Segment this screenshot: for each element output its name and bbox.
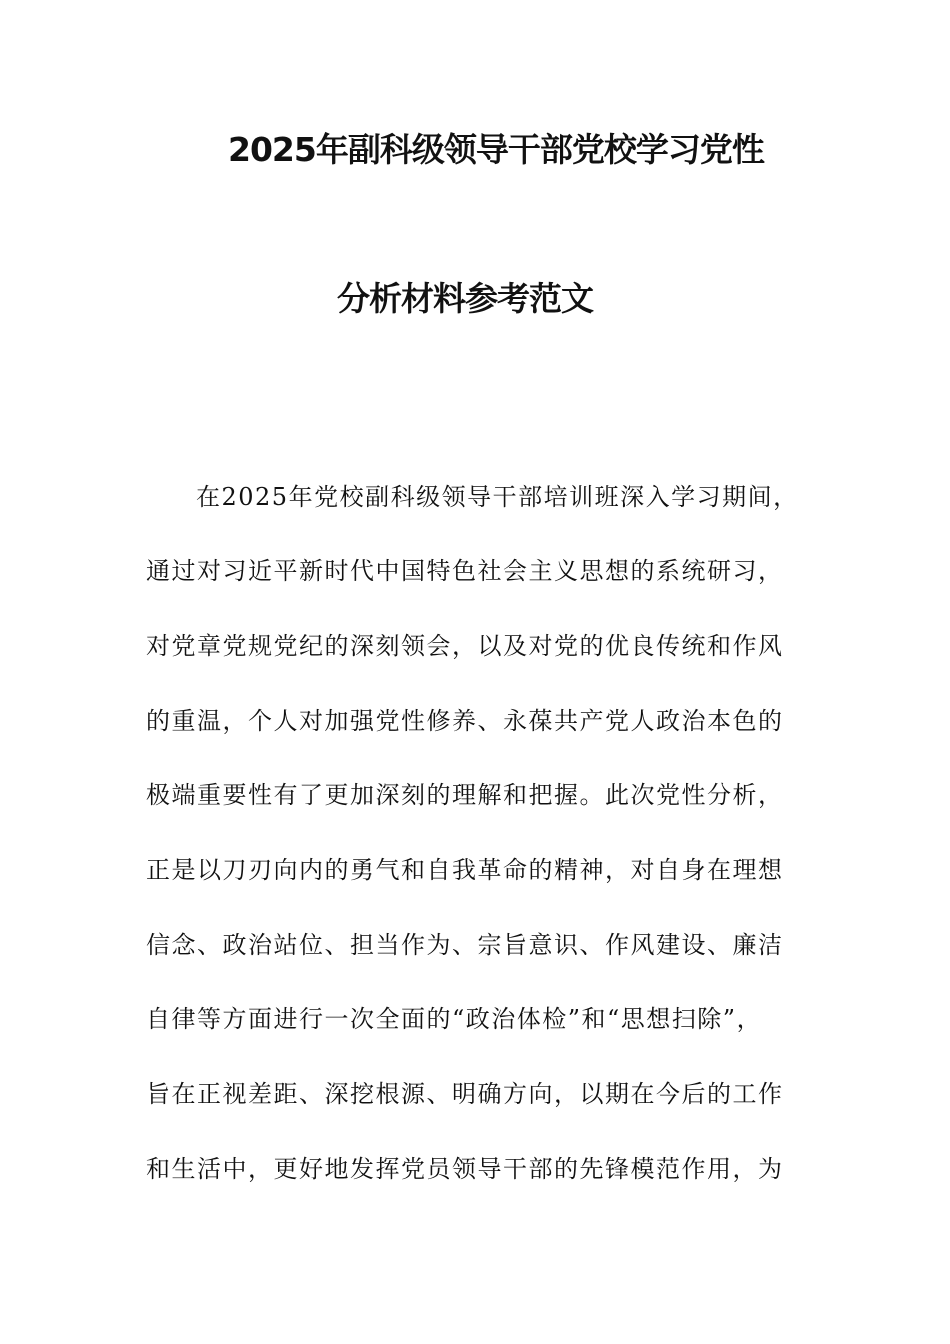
body-line: 正是以刀刃向内的勇气和自我革命的精神，对自身在理想 [146, 856, 784, 884]
body-line: 的重温，个人对加强党性修养、永葆共产党人政治本色的 [146, 707, 784, 735]
body-line: 自律等方面进行一次全面的“政治体检”和“思想扫除”， [146, 1005, 763, 1033]
body-line: 极端重要性有了更加深刻的理解和把握。此次党性分析， [146, 781, 784, 809]
body-line: 和生活中，更好地发挥党员领导干部的先锋模范作用，为 [146, 1155, 784, 1183]
body-line: 对党章党规党纪的深刻领会，以及对党的优良传统和作风 [146, 632, 784, 660]
body-line: 信念、政治站位、担当作为、宗旨意识、作风建设、廉洁 [146, 931, 784, 959]
document-title-line-1: 2025年副科级领导干部党校学习党性 [228, 130, 764, 169]
body-line: 旨在正视差距、深挖根源、明确方向，以期在今后的工作 [146, 1080, 784, 1108]
document-title-line-2: 分析材料参考范文 [337, 279, 593, 318]
body-line: 在2025年党校副科级领导干部培训班深入学习期间， [196, 483, 799, 511]
body-line: 通过对习近平新时代中国特色社会主义思想的系统研习， [146, 557, 784, 585]
